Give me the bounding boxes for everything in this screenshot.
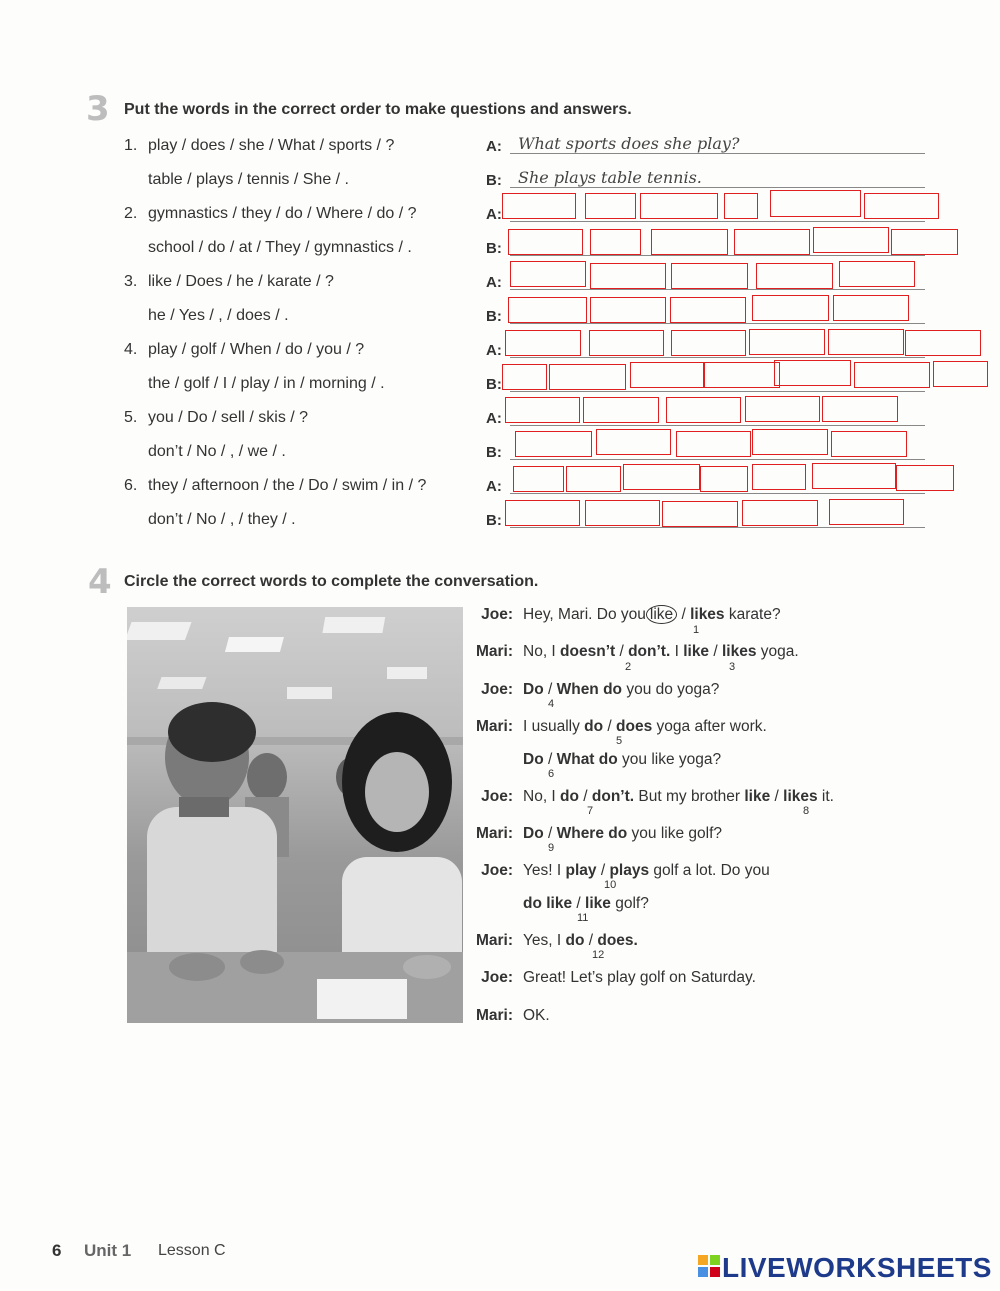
choice-option[interactable]: likes	[783, 788, 818, 805]
choice-option[interactable]: Do	[523, 681, 544, 698]
lesson-label: Lesson C	[158, 1242, 226, 1259]
answer-box[interactable]	[752, 295, 829, 321]
line-text: /	[543, 681, 557, 698]
line-text: Yes, I	[523, 932, 566, 949]
choice-option[interactable]: When do	[556, 681, 623, 698]
answer-box[interactable]	[745, 396, 820, 422]
choice-number: 9	[548, 842, 555, 854]
choice-number: 1	[693, 624, 700, 636]
question-prompt: play / golf / When / do / you / ?	[148, 341, 365, 358]
answer-box[interactable]	[549, 364, 626, 390]
answer-box[interactable]	[905, 330, 981, 356]
line-text: /	[572, 895, 586, 912]
answer-box[interactable]	[774, 360, 851, 386]
answer-box[interactable]	[854, 362, 930, 388]
speaker-label: Mari:	[475, 932, 513, 949]
choice-option[interactable]: do	[584, 718, 604, 735]
line-text: Yes! I	[523, 862, 566, 879]
answer-box[interactable]	[864, 193, 939, 219]
answer-box[interactable]	[933, 361, 988, 387]
line-text: it.	[817, 788, 834, 805]
answer-box[interactable]	[671, 263, 748, 289]
conversation-line	[523, 751, 721, 769]
line-text: /	[770, 788, 784, 805]
speaker-label: Mari:	[475, 718, 513, 735]
line-text: golf?	[610, 895, 649, 912]
line-text: I usually	[523, 718, 585, 735]
label-b: B:	[486, 308, 502, 325]
line-text: /	[578, 788, 592, 805]
item-number: 5.	[124, 409, 138, 426]
choice-option[interactable]: doesn’t	[560, 643, 616, 660]
answer-box[interactable]	[502, 364, 547, 390]
exercise-3-number: 3	[86, 89, 110, 129]
example-answer-b: She plays table tennis.	[518, 168, 702, 187]
label-a: A:	[486, 274, 502, 291]
line-text: yoga.	[756, 643, 799, 660]
answer-box[interactable]	[505, 397, 580, 423]
answer-line	[510, 391, 925, 392]
item-number: 2.	[124, 205, 138, 222]
speaker-label: Joe:	[481, 862, 513, 879]
item-number: 1.	[124, 137, 138, 154]
line-text: No, I	[523, 788, 561, 805]
choice-number: 2	[625, 661, 632, 673]
answer-box[interactable]	[822, 396, 898, 422]
answer-box[interactable]	[502, 193, 576, 219]
answer-prompt: don’t / No / , / we / .	[148, 443, 286, 460]
answer-line	[510, 357, 925, 358]
page-number: 6	[52, 1241, 62, 1260]
choice-option[interactable]: do like	[523, 895, 573, 912]
unit-label: Unit 1	[84, 1241, 132, 1260]
exercise-3-title: Put the words in the correct order to make questions and answers.	[124, 101, 632, 118]
answer-line	[510, 493, 925, 494]
answer-line	[510, 425, 925, 426]
classroom-illustration	[127, 607, 463, 1023]
label-a: A:	[486, 410, 502, 427]
choice-option[interactable]: Do	[523, 751, 544, 768]
choice-option[interactable]: does	[616, 718, 653, 735]
choice-number: 6	[548, 768, 555, 780]
choice-option[interactable]: don’t.	[591, 788, 635, 805]
example-answer-a: What sports does she play?	[518, 134, 740, 153]
answer-box[interactable]	[513, 466, 564, 492]
conversation-line	[523, 862, 770, 880]
answer-box[interactable]	[590, 263, 666, 289]
answer-box[interactable]	[508, 229, 583, 255]
choice-option[interactable]: play	[565, 862, 597, 879]
choice-number: 10	[604, 879, 617, 891]
conversation-line	[523, 969, 756, 987]
answer-line	[510, 289, 925, 290]
answer-box[interactable]	[833, 295, 909, 321]
answer-box[interactable]	[896, 465, 954, 491]
conversation-line	[523, 643, 799, 661]
line-text: I	[670, 643, 684, 660]
question-prompt: you / Do / sell / skis / ?	[148, 409, 309, 426]
answer-line	[510, 187, 925, 188]
answer-box[interactable]	[505, 500, 580, 526]
conversation-line	[523, 681, 719, 699]
speaker-label: Mari:	[475, 825, 513, 842]
conversation-line	[523, 895, 649, 913]
speaker-label: Joe:	[481, 606, 513, 623]
answer-box[interactable]	[829, 499, 904, 525]
item-number: 3.	[124, 273, 138, 290]
line-text: /	[615, 643, 629, 660]
choice-option[interactable]: Do	[523, 825, 544, 842]
conversation-line	[523, 825, 722, 843]
answer-box[interactable]	[566, 466, 621, 492]
choice-option[interactable]: Where do	[556, 825, 628, 842]
answer-box[interactable]	[813, 227, 889, 253]
answer-box[interactable]	[700, 466, 748, 492]
answer-line	[510, 527, 925, 528]
choice-option[interactable]: do	[565, 932, 585, 949]
choice-number: 8	[803, 805, 810, 817]
answer-box[interactable]	[676, 431, 751, 457]
choice-option[interactable]: What do	[556, 751, 618, 768]
choice-option[interactable]: like	[744, 788, 771, 805]
line-text: /	[603, 718, 617, 735]
line-text: you do yoga?	[622, 681, 720, 698]
line-text: But my brother	[634, 788, 745, 805]
answer-prompt: table / plays / tennis / She / .	[148, 171, 349, 188]
answer-line	[510, 153, 925, 154]
answer-prompt: school / do / at / They / gymnastics / .	[148, 239, 412, 256]
answer-box[interactable]	[670, 297, 746, 323]
answer-box[interactable]	[505, 330, 581, 356]
question-prompt: play / does / she / What / sports / ?	[148, 137, 395, 154]
line-text: Hey, Mari. Do you	[523, 606, 646, 623]
answer-box[interactable]	[666, 397, 741, 423]
conversation-line	[523, 1007, 550, 1025]
item-number: 4.	[124, 341, 138, 358]
answer-box[interactable]	[590, 297, 666, 323]
answer-prompt: don’t / No / , / they / .	[148, 511, 296, 528]
choice-number: 12	[592, 949, 605, 961]
label-a: A:	[486, 138, 502, 155]
answer-box[interactable]	[651, 229, 728, 255]
answer-box[interactable]	[640, 193, 718, 219]
line-text: yoga after work.	[652, 718, 767, 735]
line-text: /	[677, 606, 691, 623]
choice-option[interactable]: does.	[597, 932, 638, 949]
choice-number: 3	[729, 661, 736, 673]
answer-box[interactable]	[515, 431, 592, 457]
answer-line	[510, 459, 925, 460]
choice-option[interactable]: likes	[690, 606, 725, 623]
answer-prompt: he / Yes / , / does / .	[148, 307, 289, 324]
answer-box[interactable]	[630, 362, 704, 388]
answer-box[interactable]	[585, 193, 636, 219]
choice-option[interactable]: do	[560, 788, 579, 805]
label-b: B:	[486, 240, 502, 257]
answer-box[interactable]	[770, 190, 861, 217]
speaker-label: Joe:	[481, 969, 513, 986]
answer-box[interactable]	[583, 397, 659, 423]
answer-line	[510, 255, 925, 256]
line-text: No, I	[523, 643, 561, 660]
answer-box[interactable]	[812, 463, 896, 489]
item-number: 6.	[124, 477, 138, 494]
answer-box[interactable]	[839, 261, 915, 287]
answer-box[interactable]	[724, 193, 758, 219]
choice-number: 7	[587, 805, 594, 817]
answer-box[interactable]	[623, 464, 700, 490]
students-photo	[127, 607, 463, 1023]
choice-number: 11	[577, 912, 589, 924]
answer-box[interactable]	[671, 330, 746, 356]
answer-box[interactable]	[508, 297, 587, 323]
exercise-4-number: 4	[88, 562, 112, 602]
answer-box[interactable]	[585, 500, 660, 526]
answer-prompt: the / golf / I / play / in / morning / .	[148, 375, 385, 392]
label-b: B:	[486, 512, 502, 529]
conversation-line	[523, 932, 638, 950]
answer-box[interactable]	[734, 229, 810, 255]
line-text: /	[543, 825, 557, 842]
label-a: A:	[486, 478, 502, 495]
circled-choice[interactable]: like	[646, 605, 677, 624]
choice-number: 4	[548, 698, 555, 710]
label-a: A:	[486, 342, 502, 359]
speaker-label: Mari:	[475, 643, 513, 660]
line-text: /	[596, 862, 610, 879]
line-text: golf a lot. Do you	[649, 862, 770, 879]
question-prompt: gymnastics / they / do / Where / do / ?	[148, 205, 417, 222]
answer-box[interactable]	[891, 229, 958, 255]
answer-box[interactable]	[510, 261, 586, 287]
answer-box[interactable]	[749, 329, 825, 355]
line-text: /	[709, 643, 722, 660]
answer-box[interactable]	[589, 330, 664, 356]
line-text: /	[543, 751, 557, 768]
question-prompt: they / afternoon / the / Do / swim / in / ?	[148, 477, 427, 494]
line-text: you like golf?	[627, 825, 722, 842]
line-text: you like yoga?	[617, 751, 722, 768]
answer-box[interactable]	[596, 429, 671, 455]
speaker-label: Joe:	[481, 788, 513, 805]
choice-option[interactable]: don’t.	[628, 643, 671, 660]
answer-box[interactable]	[742, 500, 818, 526]
answer-box[interactable]	[590, 229, 641, 255]
answer-box[interactable]	[704, 362, 780, 388]
speaker-label: Mari:	[475, 1007, 513, 1024]
brand-name: LIVEWORKSHEETS	[722, 1252, 992, 1283]
answer-line	[510, 221, 925, 222]
exercise-4-title: Circle the correct words to complete the conversation.	[124, 573, 539, 590]
conversation-line	[523, 606, 781, 624]
conversation-line	[523, 718, 767, 736]
label-b: B:	[486, 444, 502, 461]
choice-number: 5	[616, 735, 623, 747]
answer-box[interactable]	[828, 329, 904, 355]
choice-option[interactable]: plays	[609, 862, 650, 879]
answer-box[interactable]	[752, 429, 828, 455]
label-b: B:	[486, 376, 502, 393]
answer-box[interactable]	[662, 501, 738, 527]
conversation-line	[523, 788, 834, 806]
answer-box[interactable]	[831, 431, 907, 457]
liveworksheets-logo-icon	[698, 1255, 720, 1282]
line-text: karate?	[724, 606, 781, 623]
answer-box[interactable]	[752, 464, 806, 490]
question-prompt: like / Does / he / karate / ?	[148, 273, 334, 290]
label-a: A:	[486, 206, 502, 223]
choice-option[interactable]: like	[683, 643, 710, 660]
answer-line	[510, 323, 925, 324]
choice-option[interactable]: likes	[721, 643, 757, 660]
speaker-label: Joe:	[481, 681, 513, 698]
line-text: OK.	[523, 1007, 550, 1024]
label-b: B:	[486, 172, 502, 189]
choice-option[interactable]: like	[585, 895, 611, 912]
line-text: /	[584, 932, 598, 949]
answer-box[interactable]	[756, 263, 833, 289]
line-text: Great! Let’s play golf on Saturday.	[523, 969, 756, 986]
